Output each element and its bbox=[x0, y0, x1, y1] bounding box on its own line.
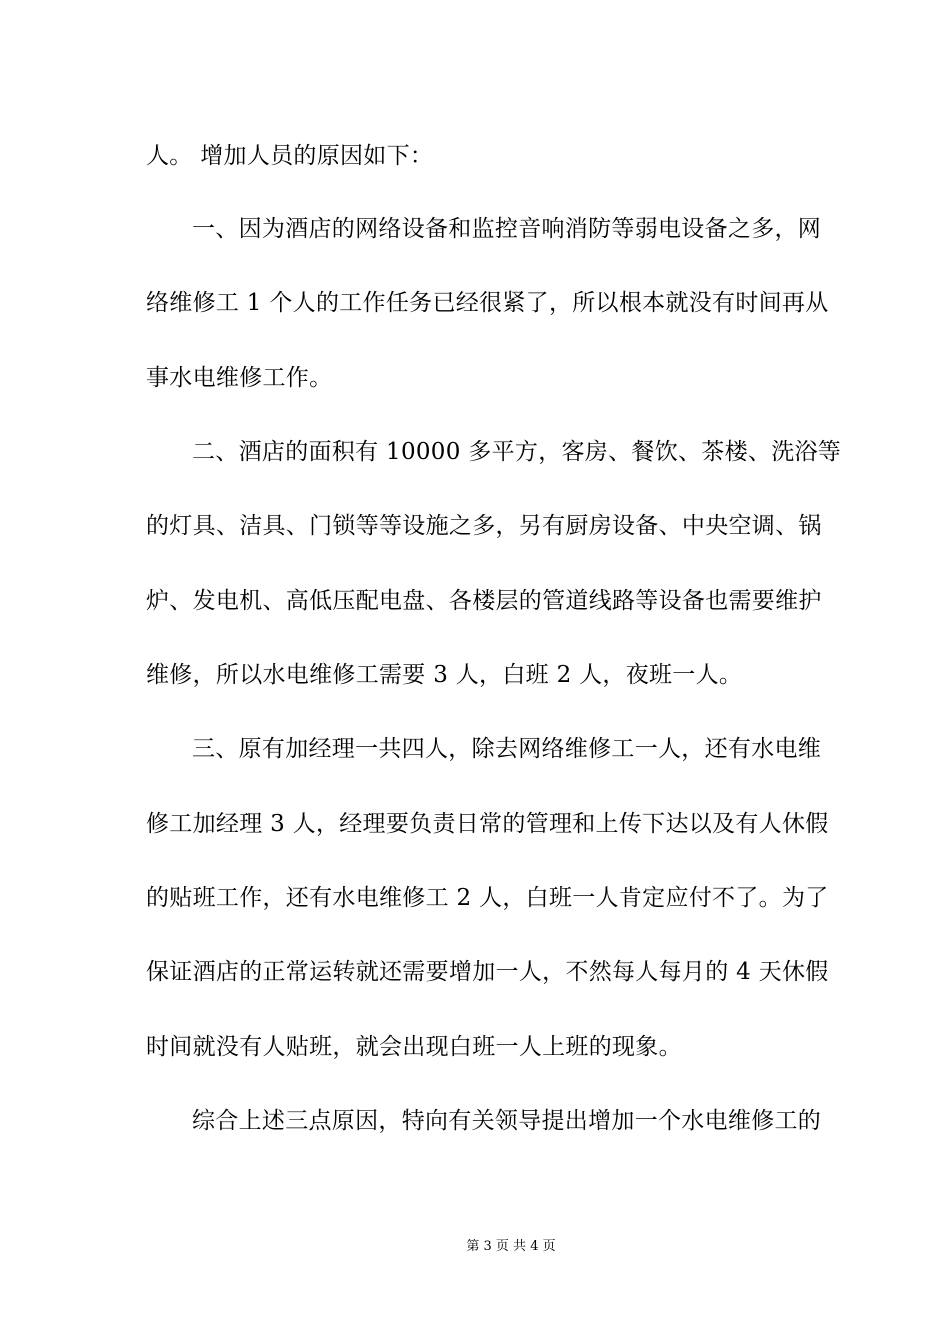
body-line-2: 一、因为酒店的网络设备和监控音响消防等弱电设备之多，网 bbox=[192, 216, 822, 242]
page-number-footer: 第 3 页 共 4 页 bbox=[466, 1239, 556, 1254]
body-line-3: 络维修工 1 个人的工作任务已经很紧了，所以根本就没有时间再从 bbox=[146, 290, 829, 316]
body-line-8: 维修，所以水电维修工需要 3 人，白班 2 人，夜班一人。 bbox=[146, 662, 743, 688]
body-line-14: 综合上述三点原因，特向有关领导提出增加一个水电维修工的 bbox=[192, 1108, 822, 1134]
body-line-13: 时间就没有人贴班，就会出现白班一人上班的现象。 bbox=[146, 1034, 682, 1060]
body-line-10: 修工加经理 3 人，经理要负责日常的管理和上传下达以及有人休假 bbox=[146, 811, 829, 837]
body-line-11: 的贴班工作，还有水电维修工 2 人，白班一人肯定应付不了。为了 bbox=[146, 885, 829, 911]
body-line-6: 的灯具、洁具、门锁等等设施之多，另有厨房设备、中央空调、锅 bbox=[146, 513, 822, 539]
body-line-5: 二、酒店的面积有 10000 多平方，客房、餐饮、茶楼、洗浴等 bbox=[192, 439, 842, 465]
body-line-9: 三、原有加经理一共四人，除去网络维修工一人，还有水电维 bbox=[192, 736, 822, 762]
body-line-7: 炉、发电机、高低压配电盘、各楼层的管道线路等设备也需要维护 bbox=[146, 588, 822, 614]
body-line-1: 人。 增加人员的原因如下： bbox=[146, 143, 434, 169]
body-line-4: 事水电维修工作。 bbox=[146, 365, 333, 391]
body-line-12: 保证酒店的正常运转就还需要增加一人，不然每人每月的 4 天休假 bbox=[146, 959, 829, 985]
